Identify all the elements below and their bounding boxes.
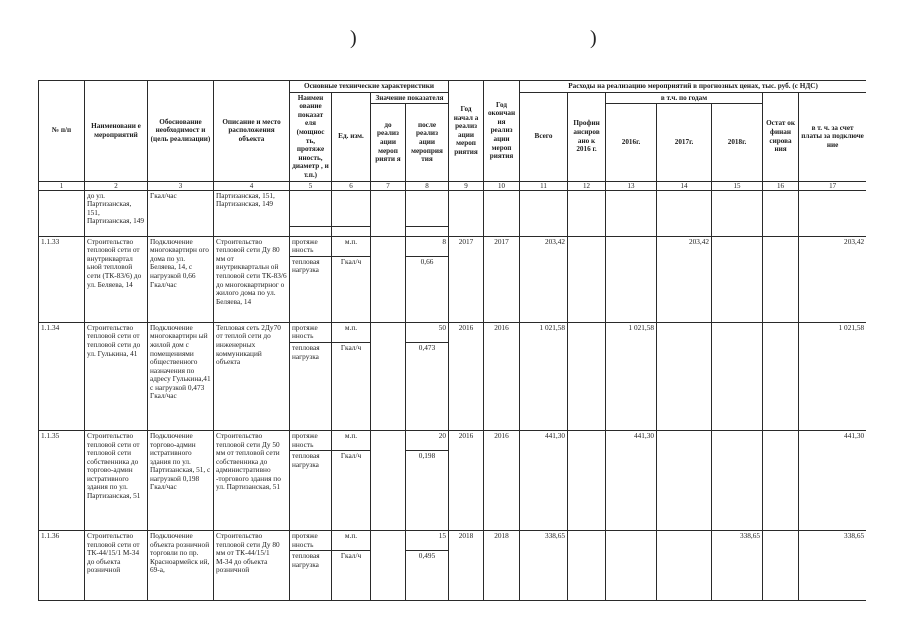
cell-start-year: 2018	[449, 531, 484, 601]
col-header-2016: 2016г.	[606, 104, 657, 181]
investment-program-table-region	[38, 80, 866, 640]
col-header-n: № п/п	[39, 81, 85, 182]
table-row	[39, 430, 867, 450]
cell-before	[371, 236, 406, 322]
column-number-row	[39, 181, 867, 190]
cell-param	[290, 226, 332, 236]
cell-after	[406, 226, 449, 236]
cell-after: 0,66	[406, 256, 449, 322]
cell-start-year: 2016	[449, 430, 484, 530]
table-row	[39, 236, 867, 256]
cell-id: 1.1.33	[39, 236, 85, 322]
cell-before	[371, 190, 406, 236]
cell-remaining	[763, 531, 799, 601]
cell-2017	[657, 531, 712, 601]
col-number: 2	[85, 181, 148, 190]
cell-param: тепловая нагрузка	[290, 256, 332, 322]
cell-before	[371, 531, 406, 601]
cell-description: Строительство тепловой сети Ду 80 мм от ТК-44/15/1 М-34 до объекта розничной	[214, 531, 290, 601]
cell-after: 8	[406, 236, 449, 256]
cell-financed	[568, 190, 606, 236]
col-number: 8	[406, 181, 449, 190]
cell-start-year: 2017	[449, 236, 484, 322]
cell-remaining	[763, 236, 799, 322]
col-number: 6	[332, 181, 371, 190]
cell-2016: 1 021,58	[606, 322, 657, 430]
cell-end-year: 2016	[484, 322, 520, 430]
col-header-costs-group: Расходы на реализацию мероприятий в прогнозных ценах, тыс. руб. (с НДС)	[520, 81, 866, 93]
cell-param: протяже нность	[290, 322, 332, 342]
table-row	[39, 531, 867, 551]
cell-2018: 338,65	[712, 531, 763, 601]
cell-incl-fee: 338,65	[799, 531, 866, 601]
cell-total: 441,30	[520, 430, 568, 530]
handwritten-mark-right: )	[590, 27, 597, 49]
handwritten-mark-left: )	[350, 27, 357, 49]
cell-id: 1.1.36	[39, 531, 85, 601]
cell-incl-fee: 1 021,58	[799, 322, 866, 430]
col-header-after: после реализ ации мероприя тия	[406, 104, 449, 181]
col-number: 16	[763, 181, 799, 190]
cell-param: протяже нность	[290, 236, 332, 256]
col-header-param: Наимен ование показат еля (мощнос ть, протяже нность, диаметр , и т.п.)	[290, 92, 332, 181]
col-number: 4	[214, 181, 290, 190]
col-header-values-group: Значение показателя	[371, 92, 449, 104]
cell-2018	[712, 430, 763, 530]
cell-after: 15	[406, 531, 449, 551]
cell-after: 0,198	[406, 451, 449, 531]
col-number: 17	[799, 181, 866, 190]
col-header-before: до реализ ации мероп рияти я	[371, 104, 406, 181]
cell-financed	[568, 322, 606, 430]
col-header-end-year: Год окончания реализ ации мероп риятия	[484, 81, 520, 182]
col-header-start-year: Год начал а реализ ации мероп риятия	[449, 81, 484, 182]
col-header-financed: Профин ансиров ано к 2016 г.	[568, 92, 606, 181]
cell-financed	[568, 430, 606, 530]
cell-remaining	[763, 322, 799, 430]
table-row	[39, 190, 867, 226]
cell-start-year	[449, 190, 484, 236]
cell-unit	[332, 226, 371, 236]
cell-end-year	[484, 190, 520, 236]
cell-param: тепловая нагрузка	[290, 342, 332, 430]
cell-2016: 441,30	[606, 430, 657, 530]
cell-2016	[606, 531, 657, 601]
cell-param: тепловая нагрузка	[290, 451, 332, 531]
col-number: 3	[148, 181, 214, 190]
cell-unit: Гкал/ч	[332, 451, 371, 531]
cell-id	[39, 190, 85, 236]
cell-unit: Гкал/ч	[332, 256, 371, 322]
col-number: 1	[39, 181, 85, 190]
cell-param: протяже нность	[290, 531, 332, 551]
cell-id: 1.1.34	[39, 322, 85, 430]
cell-description: Тепловая сеть 2Ду70 от теплой сети до инженерных коммуникаций объекта	[214, 322, 290, 430]
cell-basis: Подключение многоквартирн ого дома по ул. Беляева, 14, с нагрузкой 0,66 Гкал/час	[148, 236, 214, 322]
cell-param: протяже нность	[290, 430, 332, 450]
col-number: 10	[484, 181, 520, 190]
cell-before	[371, 322, 406, 430]
cell-basis: Подключение торгово-админ истративного здания по ул. Партизанская, 51, с нагрузкой 0,198 Гкал/час	[148, 430, 214, 530]
cell-description: Строительство тепловой сети Ду 50 мм от тепловой сети собственника до административно -торгового здания по ул. Партизанская, 51	[214, 430, 290, 530]
col-number: 14	[657, 181, 712, 190]
cell-2017	[657, 190, 712, 236]
col-header-total: Всего	[520, 92, 568, 181]
col-number: 15	[712, 181, 763, 190]
col-header-unit: Ед. изм.	[332, 92, 371, 181]
col-header-by-years: в т.ч. по годам	[606, 92, 763, 104]
cell-2017	[657, 322, 712, 430]
cell-after: 0,495	[406, 551, 449, 601]
cell-after: 50	[406, 322, 449, 342]
cell-id: 1.1.35	[39, 430, 85, 530]
col-header-basis: Обоснование необходимост и (цель реализации)	[148, 81, 214, 182]
cell-total: 338,65	[520, 531, 568, 601]
cell-unit: Гкал/ч	[332, 551, 371, 601]
cell-remaining	[763, 430, 799, 530]
cell-2018	[712, 322, 763, 430]
cell-unit: м.п.	[332, 236, 371, 256]
col-number: 11	[520, 181, 568, 190]
cell-total: 203,42	[520, 236, 568, 322]
cell-description: Строительство тепловой сети Ду 80 мм от внутриквартальн ой тепловой сети ТК-83/6 до многоквартирног о жилого дома по ул. Беляева, 14	[214, 236, 290, 322]
cell-start-year: 2016	[449, 322, 484, 430]
cell-basis: Подключение объекта розничной торговли по пр. Красноармейск ий, 69-а,	[148, 531, 214, 601]
cell-unit: м.п.	[332, 531, 371, 551]
col-header-remaining: Остат ок финан сирова ния	[763, 92, 799, 181]
cell-after: 20	[406, 430, 449, 450]
cell-total	[520, 190, 568, 236]
cell-param	[290, 190, 332, 226]
cell-end-year: 2016	[484, 430, 520, 530]
cell-2018	[712, 236, 763, 322]
cell-2017: 203,42	[657, 236, 712, 322]
investment-program-table	[38, 80, 866, 601]
cell-name: Строительство тепловой сети от внутриквартал ьной тепловой сети (ТК-83/6) до ул. Беляева, 14	[85, 236, 148, 322]
cell-param: тепловая нагрузка	[290, 551, 332, 601]
cell-2018	[712, 190, 763, 236]
cell-unit: м.п.	[332, 322, 371, 342]
cell-incl-fee	[799, 190, 866, 236]
table-body	[39, 190, 867, 601]
cell-end-year: 2018	[484, 531, 520, 601]
cell-unit: м.п.	[332, 430, 371, 450]
cell-2017	[657, 430, 712, 530]
col-header-incl-fee: в т. ч. за счет платы за подключе ние	[799, 92, 866, 181]
col-header-name: Наименовани е мероприятий	[85, 81, 148, 182]
cell-2016	[606, 236, 657, 322]
cell-after: 0,473	[406, 342, 449, 430]
cell-unit	[332, 190, 371, 226]
col-header-2018: 2018г.	[712, 104, 763, 181]
cell-unit: Гкал/ч	[332, 342, 371, 430]
col-number: 13	[606, 181, 657, 190]
cell-name: до ул. Партизанская, 151, Партизанская, 149	[85, 190, 148, 236]
cell-remaining	[763, 190, 799, 236]
col-header-2017: 2017г.	[657, 104, 712, 181]
cell-name: Строительство тепловой сети от тепловой сети до ул. Гулькина, 41	[85, 322, 148, 430]
cell-before	[371, 430, 406, 530]
col-number: 12	[568, 181, 606, 190]
cell-2016	[606, 190, 657, 236]
col-number: 9	[449, 181, 484, 190]
cell-financed	[568, 531, 606, 601]
cell-incl-fee: 203,42	[799, 236, 866, 322]
cell-basis: Подключение многоквартирн ый жилой дом с помещениями общественного назначения по адресу Гулькина,41 с нагрузкой 0,473 Гкал/час	[148, 322, 214, 430]
cell-name: Строительство тепловой сети от ТК-44/15/1 М-34 до объекта розничной	[85, 531, 148, 601]
cell-after	[406, 190, 449, 226]
col-number: 7	[371, 181, 406, 190]
cell-incl-fee: 441,30	[799, 430, 866, 530]
cell-basis: Гкал/час	[148, 190, 214, 236]
col-header-description: Описание и место расположения объекта	[214, 81, 290, 182]
cell-financed	[568, 236, 606, 322]
cell-description: Партизанская, 151, Партизанская, 149	[214, 190, 290, 236]
cell-name: Строительство тепловой сети от тепловой сети собственника до торгово-админ истративного здания по ул. Партизанская, 51	[85, 430, 148, 530]
col-number: 5	[290, 181, 332, 190]
col-header-tech-group: Основные технические характеристики	[290, 81, 449, 93]
cell-total: 1 021,58	[520, 322, 568, 430]
cell-end-year: 2017	[484, 236, 520, 322]
table-row	[39, 322, 867, 342]
